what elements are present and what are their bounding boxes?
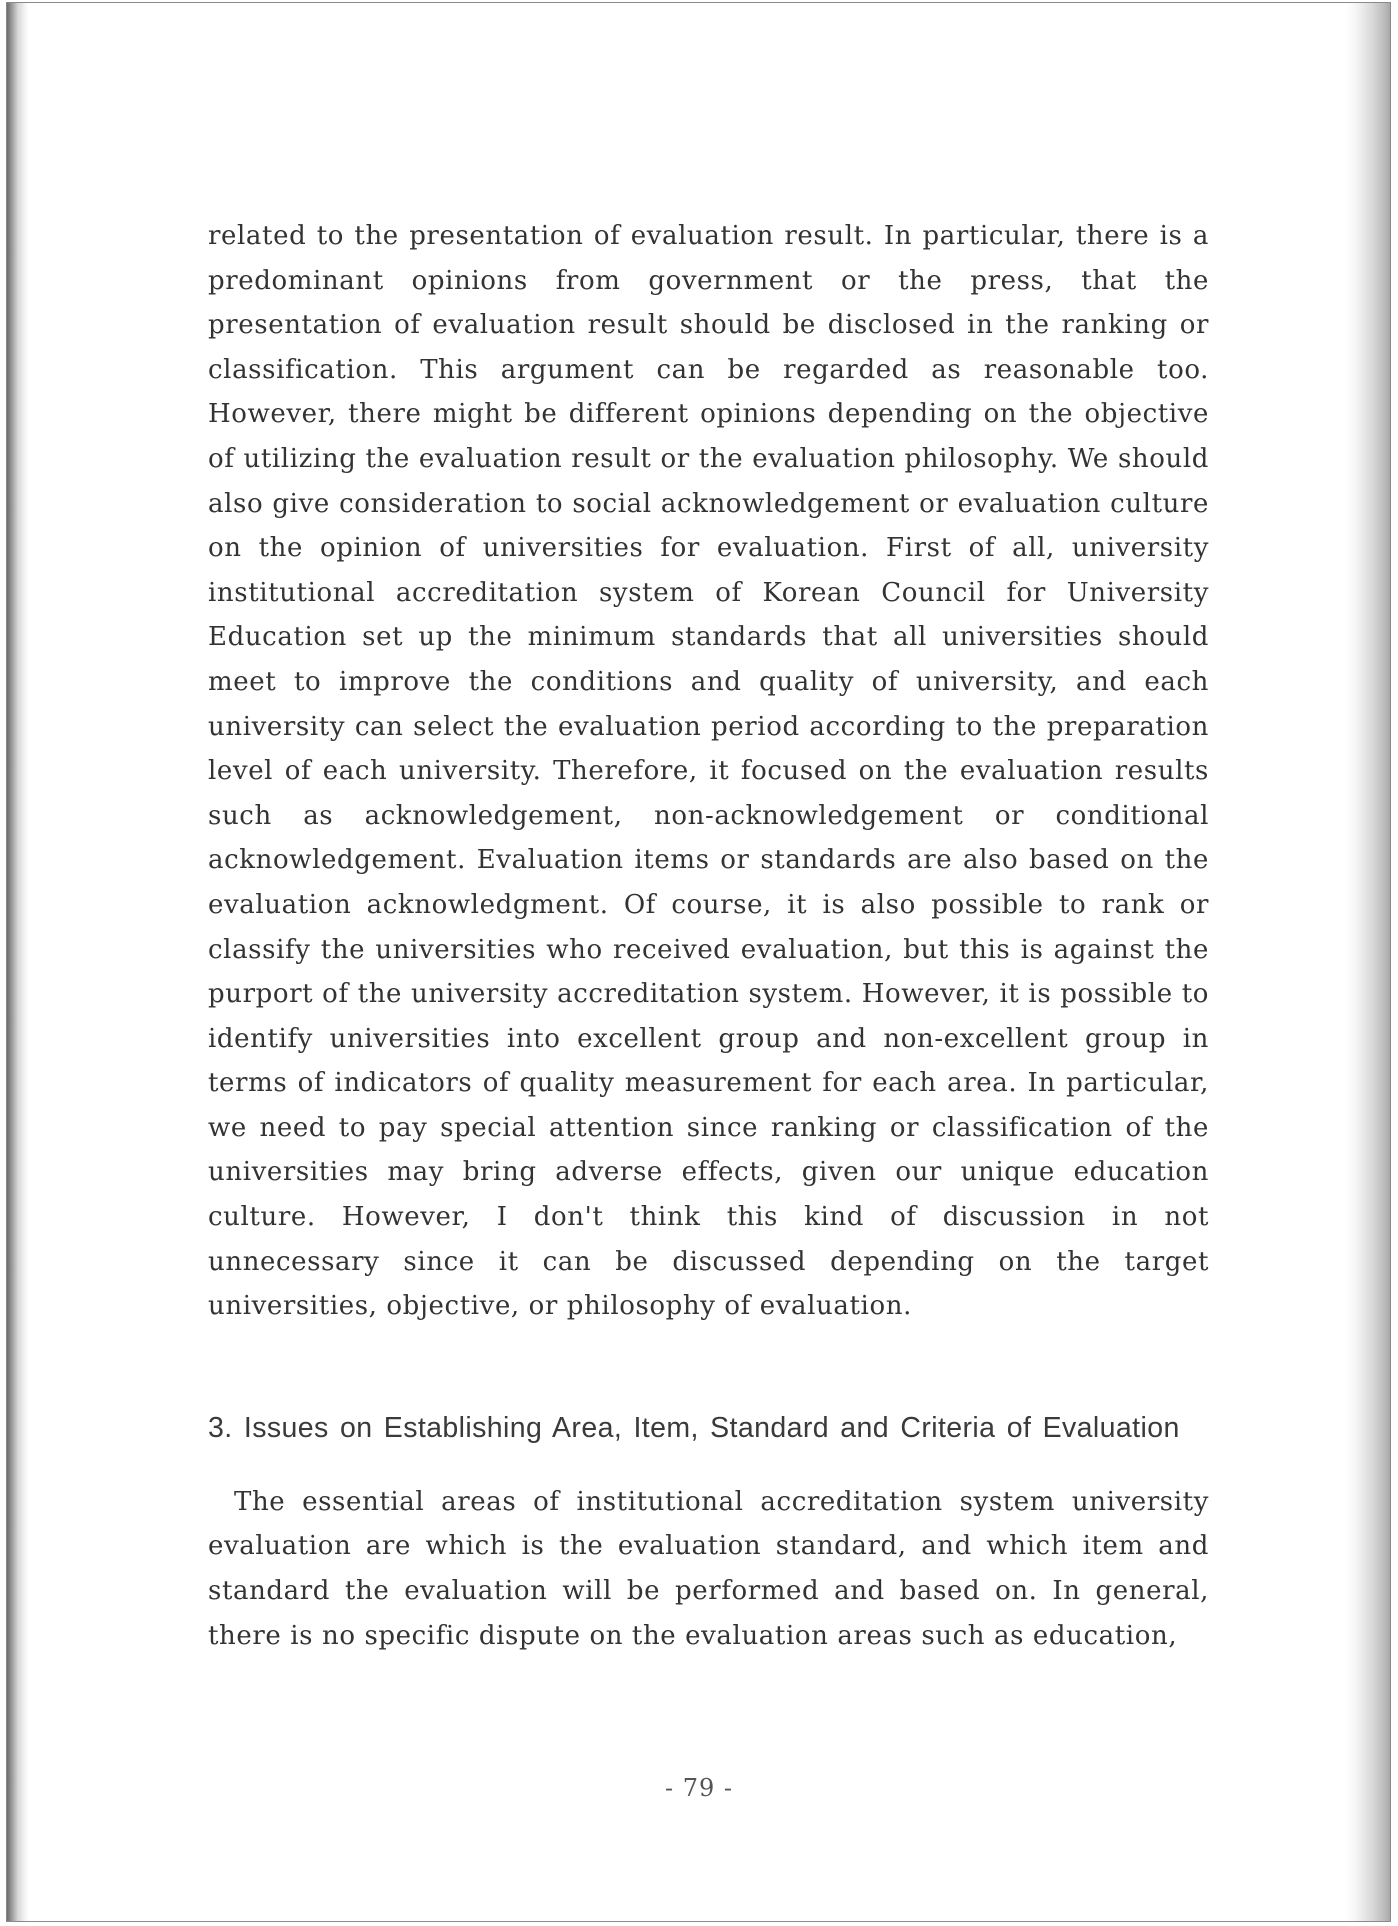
page-left-edge-shadow [7,3,29,1921]
page-number: - 79 - [664,1774,733,1802]
body-paragraph-1: related to the presentation of evaluation result. In particular, there is a predominant opinions from government or the press, that the presentation of evaluation result should be disclosed in the ranking or classification. This argument can be regarded as reasonable too. However, there might be different opinions depending on the objective of utilizing the evaluation result or the evaluation philosophy. We should also give consideration to social acknowledgement or evaluation culture on the opinion of universities for evaluation. First of all, university institutional accreditation system of Korean Council for University Education set up the minimum standards that all universities should meet to improve the conditions and quality of university, and each university can select the evaluation period according to the preparation level of each university. Therefore, it focused on the evaluation results such as acknowledgement, non-acknowledgement or conditional acknowledgement. Evaluation items or standards are also based on the evaluation acknowledgment. Of course, it is also possible to rank or classify the universities who received evaluation, but this is against the purport of the university accreditation system. However, it is possible to identify universities into excellent group and non-excellent group in terms of indicators of quality measurement for each area. In particular, we need to pay special attention since ranking or classification of the universities may bring adverse effects, given our unique education culture. However, I don't think this kind of discussion in not unnecessary since it can be discussed depending on the target universities, objective, or philosophy of evaluation. [208,221,1209,1322]
section-heading: 3. Issues on Establishing Area, Item, Standard and Criteria of Evaluation [208,1411,1180,1444]
page-body [208,214,1209,1658]
body-paragraph-2: The essential areas of institutional accreditation system university evaluation are which is the evaluation standard, and which item and standard the evaluation will be performed and based on. In general, there is no specific dispute on the evaluation areas such as education, [208,1486,1209,1651]
page-right-edge-shadow [1346,3,1390,1921]
